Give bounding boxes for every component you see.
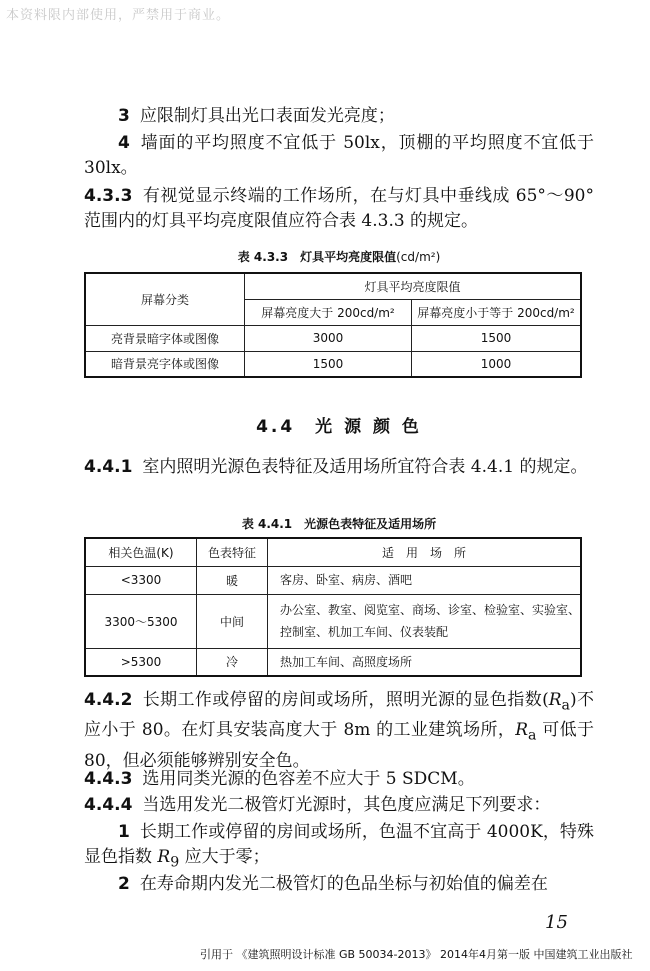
item-text: 墙面的平均照度不宜低于 50lx，顶棚的平均照度不宜低于 30lx。 [84, 133, 594, 178]
table-row [85, 566, 581, 594]
clause-4-3-3 [84, 184, 594, 234]
item-number: 4 [118, 133, 130, 153]
item-text: 在寿命期内发光二极管灯的色品坐标与初始值的偏差在 [139, 874, 548, 894]
cell-places: 客房、卧室、病房、酒吧 [268, 566, 582, 594]
color-temperature-table [84, 537, 582, 677]
clause-text: 长期工作或停留的房间或场所，照明光源的显色指数( [142, 690, 549, 710]
table-row [85, 594, 581, 648]
clause-4-4-3 [84, 767, 594, 792]
item-text: 应大于零； [179, 847, 270, 867]
clause-text: 室内照明光源色表特征及适用场所宜符合表 4.4.1 的规定。 [142, 457, 588, 477]
table-row [85, 648, 581, 676]
cell-temperature: >5300 [85, 648, 197, 676]
cell-value: 1500 [245, 351, 412, 377]
symbol-ra: R [548, 690, 562, 710]
clause-4-4-1 [84, 455, 594, 480]
section-heading: 4.4 光 源 颜 色 [256, 417, 422, 437]
cell-appearance: 中间 [197, 594, 268, 648]
clause-4-4-2 [84, 688, 594, 774]
item-text: 长期工作或停留的房间或场所，色温不宜高于 4000K，特殊显色指数 [84, 822, 594, 867]
header-screen-dim: 屏幕亮度小于等于 200cd/m² [412, 299, 582, 325]
item-text: 应限制灯具出光口表面发光亮度； [139, 106, 395, 126]
page-number: 15 [545, 912, 568, 933]
clause-4-4-4 [84, 793, 594, 818]
clause-text: 选用同类光源的色容差不应大于 5 SDCM。 [142, 769, 475, 789]
cell-temperature: 3300～5300 [85, 594, 197, 648]
table-caption-4-4-1 [84, 515, 594, 532]
luminance-limit-table [84, 272, 582, 378]
cell-value: 1500 [412, 325, 582, 351]
table-row [85, 351, 581, 377]
cell-value: 3000 [245, 325, 412, 351]
citation-footer: 引用于 《建筑照明设计标准 GB 50034-2013》 2014年4月第一版 中国建筑工业出版社 [200, 948, 633, 961]
clause-text: 当选用发光二极管灯光源时，其色度应满足下列要求： [142, 795, 551, 815]
watermark: 本资料限内部使用，严禁用于商业。 [6, 8, 231, 23]
symbol-ra-subscript: a [561, 697, 570, 714]
clause-text: )不应小于 80。在灯具安装高度大于 8m 的工业建筑场所， [84, 690, 594, 741]
clause-number: 4.4.4 [84, 795, 133, 815]
clause-number: 4.4.1 [84, 457, 133, 477]
table-unit: (cd/m²) [396, 250, 441, 264]
table-number: 表 4.3.3 [237, 250, 289, 264]
symbol-ra: R [515, 720, 529, 741]
clause-4-4-4-item-1 [84, 820, 594, 875]
clause-item-3 [84, 104, 594, 129]
header-screen-bright: 屏幕亮度大于 200cd/m² [245, 299, 412, 325]
header-applicable-places: 适 用 场 所 [268, 538, 582, 566]
clause-number: 4.3.3 [84, 186, 133, 206]
cell-appearance: 暖 [197, 566, 268, 594]
clause-item-4 [84, 131, 594, 181]
clause-text: 有视觉显示终端的工作场所，在与灯具中垂线成 65°～90°范围内的灯具平均亮度限值应符合表 4.3.3 的规定。 [84, 186, 594, 231]
item-number: 2 [118, 874, 130, 894]
clause-4-4-4-item-2 [84, 872, 594, 897]
header-color-appearance: 色表特征 [197, 538, 268, 566]
cell-value: 1000 [412, 351, 582, 377]
table-caption-4-3-3 [84, 248, 594, 265]
header-color-temperature: 相关色温(K) [85, 538, 197, 566]
header-screen-category: 屏幕分类 [85, 273, 245, 325]
cell-places: 办公室、教室、阅览室、商场、诊室、检验室、实验室、控制室、机加工车间、仪表装配 [268, 594, 582, 648]
table-title: 光源色表特征及适用场所 [304, 517, 437, 531]
table-number: 表 4.4.1 [241, 517, 293, 531]
cell-places: 热加工车间、高照度场所 [268, 648, 582, 676]
table-title: 灯具平均亮度限值 [300, 250, 397, 264]
cell-temperature: <3300 [85, 566, 197, 594]
row-label: 暗背景亮字体或图像 [85, 351, 245, 377]
symbol-r9: R [157, 847, 171, 867]
symbol-ra-subscript: a [528, 727, 537, 744]
clause-number: 4.4.3 [84, 769, 133, 789]
item-number: 3 [118, 106, 130, 126]
header-luminance-limit: 灯具平均亮度限值 [245, 273, 582, 299]
row-label: 亮背景暗字体或图像 [85, 325, 245, 351]
table-row [85, 325, 581, 351]
item-number: 1 [118, 822, 130, 842]
clause-number: 4.4.2 [84, 690, 133, 710]
cell-appearance: 冷 [197, 648, 268, 676]
clause-text: 可低于 80，但必须能够辨别安全色。 [84, 720, 595, 771]
symbol-r9-subscript: 9 [170, 854, 180, 871]
